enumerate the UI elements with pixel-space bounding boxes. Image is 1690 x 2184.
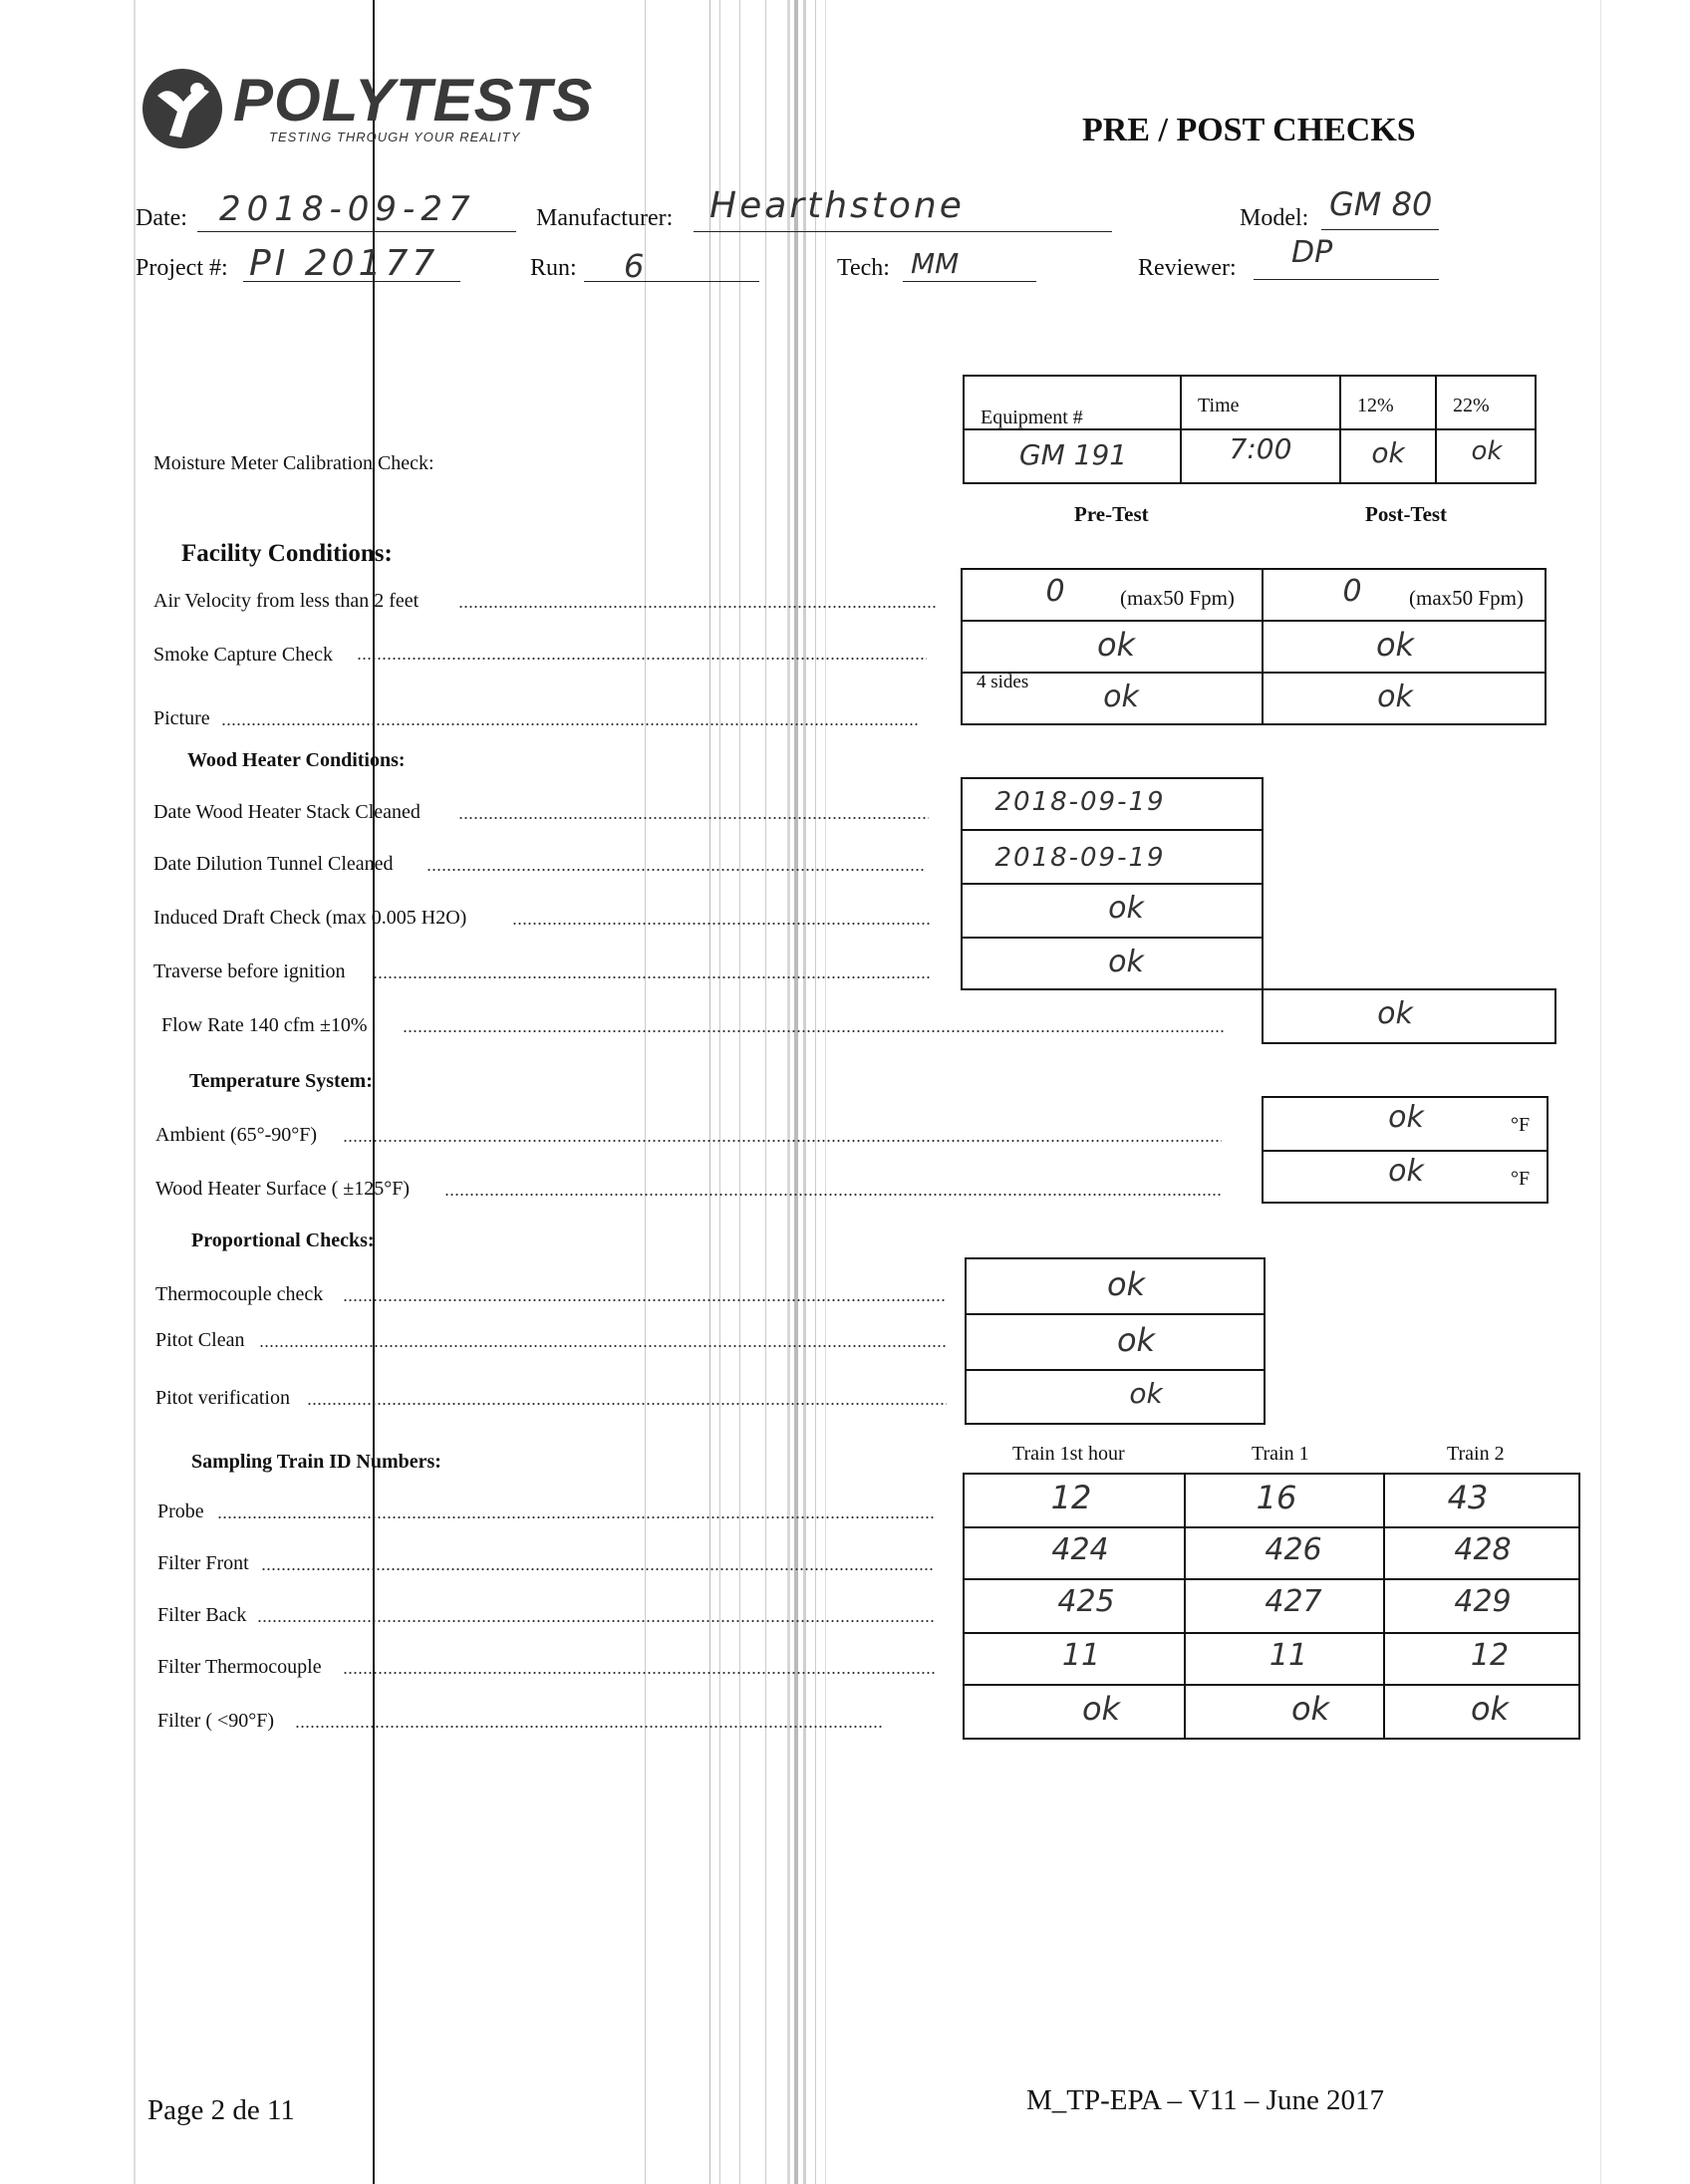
leader-dots (221, 723, 919, 725)
leader-dots (403, 1030, 1226, 1032)
reviewer-label: Reviewer: (1138, 255, 1237, 281)
pitot-clean-label: Pitot Clean (155, 1329, 245, 1351)
smoke-capture-pre-value: ok (1096, 626, 1136, 664)
sampling-header-first-hour: Train 1st hour (1012, 1443, 1125, 1465)
filter-thermocouple-train2-value: 12 (1470, 1638, 1510, 1673)
tech-label: Tech: (837, 255, 890, 281)
temperature-section-title: Temperature System: (189, 1070, 373, 1092)
leader-dots (357, 658, 927, 660)
document-version: M_TP-EPA – V11 – June 2017 (1026, 2084, 1385, 2116)
leader-dots (458, 606, 937, 608)
proportional-section-title: Proportional Checks: (191, 1229, 375, 1251)
brand-name: POLYTESTS (233, 67, 594, 134)
leader-dots (343, 1672, 935, 1674)
temperature-divider (1262, 1150, 1549, 1152)
probe-label: Probe (157, 1501, 204, 1522)
scan-artifact (709, 0, 710, 2184)
wood-divider (961, 883, 1264, 885)
manufacturer-value: Hearthstone (709, 185, 965, 226)
smoke-capture-post-value: ok (1375, 626, 1415, 664)
leader-dots (343, 1299, 947, 1301)
date-label: Date: (136, 205, 187, 231)
filter-back-label: Filter Back (157, 1604, 247, 1626)
wood-divider (961, 937, 1264, 939)
filter-front-label: Filter Front (157, 1552, 249, 1574)
sampling-header-train2: Train 2 (1447, 1443, 1505, 1465)
tech-underline (903, 281, 1036, 282)
reviewer-value: DP (1291, 235, 1333, 270)
probe-train1-value: 16 (1256, 1479, 1297, 1516)
filter-temp-train2-value: ok (1470, 1690, 1510, 1728)
leader-dots (444, 1194, 1222, 1196)
tunnel-cleaned-value: 2018-09-19 (994, 843, 1166, 873)
tech-value: MM (911, 247, 960, 280)
model-value: GM 80 (1329, 185, 1433, 223)
filter-back-train1-value: 427 (1265, 1584, 1322, 1619)
filter-temp-train1-value: ok (1290, 1690, 1330, 1728)
filter-back-first-hour-value: 425 (1057, 1584, 1115, 1619)
sampling-divider (1184, 1473, 1186, 1740)
surface-value: ok (1388, 1154, 1424, 1189)
leader-dots (217, 1516, 935, 1518)
sampling-divider (963, 1684, 1580, 1686)
scan-artifact (645, 0, 646, 2184)
logo-emblem-icon (140, 66, 225, 151)
air-velocity-post-max: (max50 Fpm) (1409, 586, 1524, 610)
project-label: Project #: (136, 255, 228, 281)
leader-dots (426, 869, 925, 871)
facility-divider (1262, 568, 1264, 725)
filter-front-train1-value: 426 (1265, 1532, 1322, 1567)
picture-label: Picture (153, 707, 210, 729)
stack-cleaned-label: Date Wood Heater Stack Cleaned (153, 801, 421, 823)
moisture-time-value: 7:00 (1229, 432, 1292, 465)
facility-section-title: Facility Conditions: (181, 540, 393, 567)
facility-divider (961, 672, 1547, 674)
leader-dots (343, 1140, 1222, 1142)
filter-back-train2-value: 429 (1454, 1584, 1512, 1619)
brand-tagline: TESTING THROUGH YOUR REALITY (269, 130, 521, 144)
run-value: 6 (624, 247, 645, 285)
tunnel-cleaned-label: Date Dilution Tunnel Cleaned (153, 853, 394, 875)
picture-pre-value: ok (1103, 680, 1139, 714)
filter-temp-label: Filter ( <90°F) (157, 1710, 275, 1732)
manufacturer-underline (694, 231, 1112, 232)
moisture-header-22: 22% (1453, 395, 1490, 416)
filter-temp-first-hour-value: ok (1081, 1690, 1121, 1728)
sampling-divider (963, 1578, 1580, 1580)
leader-dots (261, 1568, 935, 1570)
surface-label: Wood Heater Surface ( ±125°F) (155, 1178, 411, 1200)
manufacturer-label: Manufacturer: (536, 205, 674, 231)
scan-artifact (787, 0, 790, 2184)
ambient-label: Ambient (65°-90°F) (155, 1124, 318, 1146)
ambient-value: ok (1388, 1100, 1424, 1135)
leader-dots (307, 1403, 947, 1405)
project-value: PI 20177 (249, 243, 439, 284)
picture-post-value: ok (1377, 680, 1413, 714)
filter-front-train2-value: 428 (1454, 1532, 1512, 1567)
leader-dots (458, 817, 929, 819)
induced-draft-label: Induced Draft Check (max 0.005 H2O) (153, 907, 467, 929)
sampling-divider (963, 1632, 1580, 1634)
sampling-divider (963, 1526, 1580, 1528)
scan-artifact (803, 0, 806, 2184)
flow-rate-value: ok (1377, 996, 1413, 1031)
scan-artifact (765, 0, 766, 2184)
page-title: PRE / POST CHECKS (1082, 112, 1416, 148)
scan-artifact (794, 0, 798, 2184)
run-underline (584, 281, 759, 282)
air-velocity-pre-max: (max50 Fpm) (1120, 586, 1235, 610)
pitot-clean-value: ok (1116, 1321, 1156, 1359)
scan-artifact (134, 0, 136, 2184)
post-test-heading: Post-Test (1365, 502, 1448, 526)
sampling-header-train1: Train 1 (1252, 1443, 1309, 1465)
leader-dots (259, 1345, 947, 1347)
surface-unit: °F (1511, 1168, 1531, 1190)
filter-front-first-hour-value: 424 (1051, 1532, 1109, 1567)
traverse-label: Traverse before ignition (153, 960, 346, 982)
scan-artifact (815, 0, 816, 2184)
wood-heater-section-title: Wood Heater Conditions: (187, 749, 406, 771)
traverse-value: ok (1108, 945, 1144, 979)
date-underline (197, 231, 516, 232)
scan-artifact (825, 0, 826, 2184)
pitot-verification-label: Pitot verification (155, 1387, 290, 1409)
leader-dots (373, 976, 931, 978)
leader-dots (257, 1620, 935, 1622)
moisture-label: Moisture Meter Calibration Check: (153, 452, 434, 474)
scan-artifact (719, 0, 720, 2184)
moisture-equipment-value: GM 191 (1018, 438, 1128, 471)
probe-train2-value: 43 (1447, 1479, 1489, 1516)
moisture-12-value: ok (1371, 436, 1405, 469)
filter-thermocouple-label: Filter Thermocouple (157, 1656, 322, 1678)
pre-test-heading: Pre-Test (1074, 502, 1149, 526)
flow-rate-label: Flow Rate 140 cfm ±10% (161, 1014, 368, 1036)
page-number: Page 2 de 11 (147, 2094, 295, 2126)
model-label: Model: (1240, 205, 1309, 231)
sampling-divider (1383, 1473, 1385, 1740)
proportional-divider (965, 1369, 1266, 1371)
proportional-divider (965, 1313, 1266, 1315)
pitot-verification-value: ok (1129, 1377, 1163, 1410)
probe-first-hour-value: 12 (1050, 1479, 1092, 1516)
air-velocity-post-value: 0 (1342, 574, 1362, 609)
moisture-22-value: ok (1471, 436, 1503, 466)
picture-sides-note: 4 sides (977, 672, 1029, 692)
date-value: 2018-09-27 (219, 189, 476, 229)
stack-cleaned-value: 2018-09-19 (994, 787, 1166, 817)
filter-thermocouple-train1-value: 11 (1268, 1638, 1308, 1673)
air-velocity-label: Air Velocity from less than 2 feet (153, 590, 420, 612)
scan-artifact (739, 0, 740, 2184)
thermocouple-check-value: ok (1106, 1265, 1146, 1303)
thermocouple-check-label: Thermocouple check (155, 1283, 324, 1305)
model-underline (1321, 229, 1439, 230)
sampling-section-title: Sampling Train ID Numbers: (191, 1451, 441, 1473)
facility-divider (961, 620, 1547, 622)
air-velocity-pre-value: 0 (1045, 574, 1065, 609)
leader-dots (512, 923, 931, 925)
filter-thermocouple-first-hour-value: 11 (1061, 1638, 1101, 1673)
moisture-header-equipment: Equipment # (981, 407, 1083, 428)
moisture-divider (1180, 375, 1182, 484)
induced-draft-value: ok (1108, 891, 1144, 926)
scan-artifact (1600, 0, 1601, 2184)
moisture-header-12: 12% (1357, 395, 1394, 416)
moisture-header-time: Time (1198, 395, 1240, 416)
leader-dots (295, 1726, 883, 1728)
wood-divider (961, 829, 1264, 831)
reviewer-underline (1254, 279, 1439, 280)
scan-artifact (373, 0, 375, 2184)
moisture-divider (1435, 375, 1437, 484)
run-label: Run: (530, 255, 577, 281)
smoke-capture-label: Smoke Capture Check (153, 644, 333, 666)
ambient-unit: °F (1511, 1114, 1531, 1136)
